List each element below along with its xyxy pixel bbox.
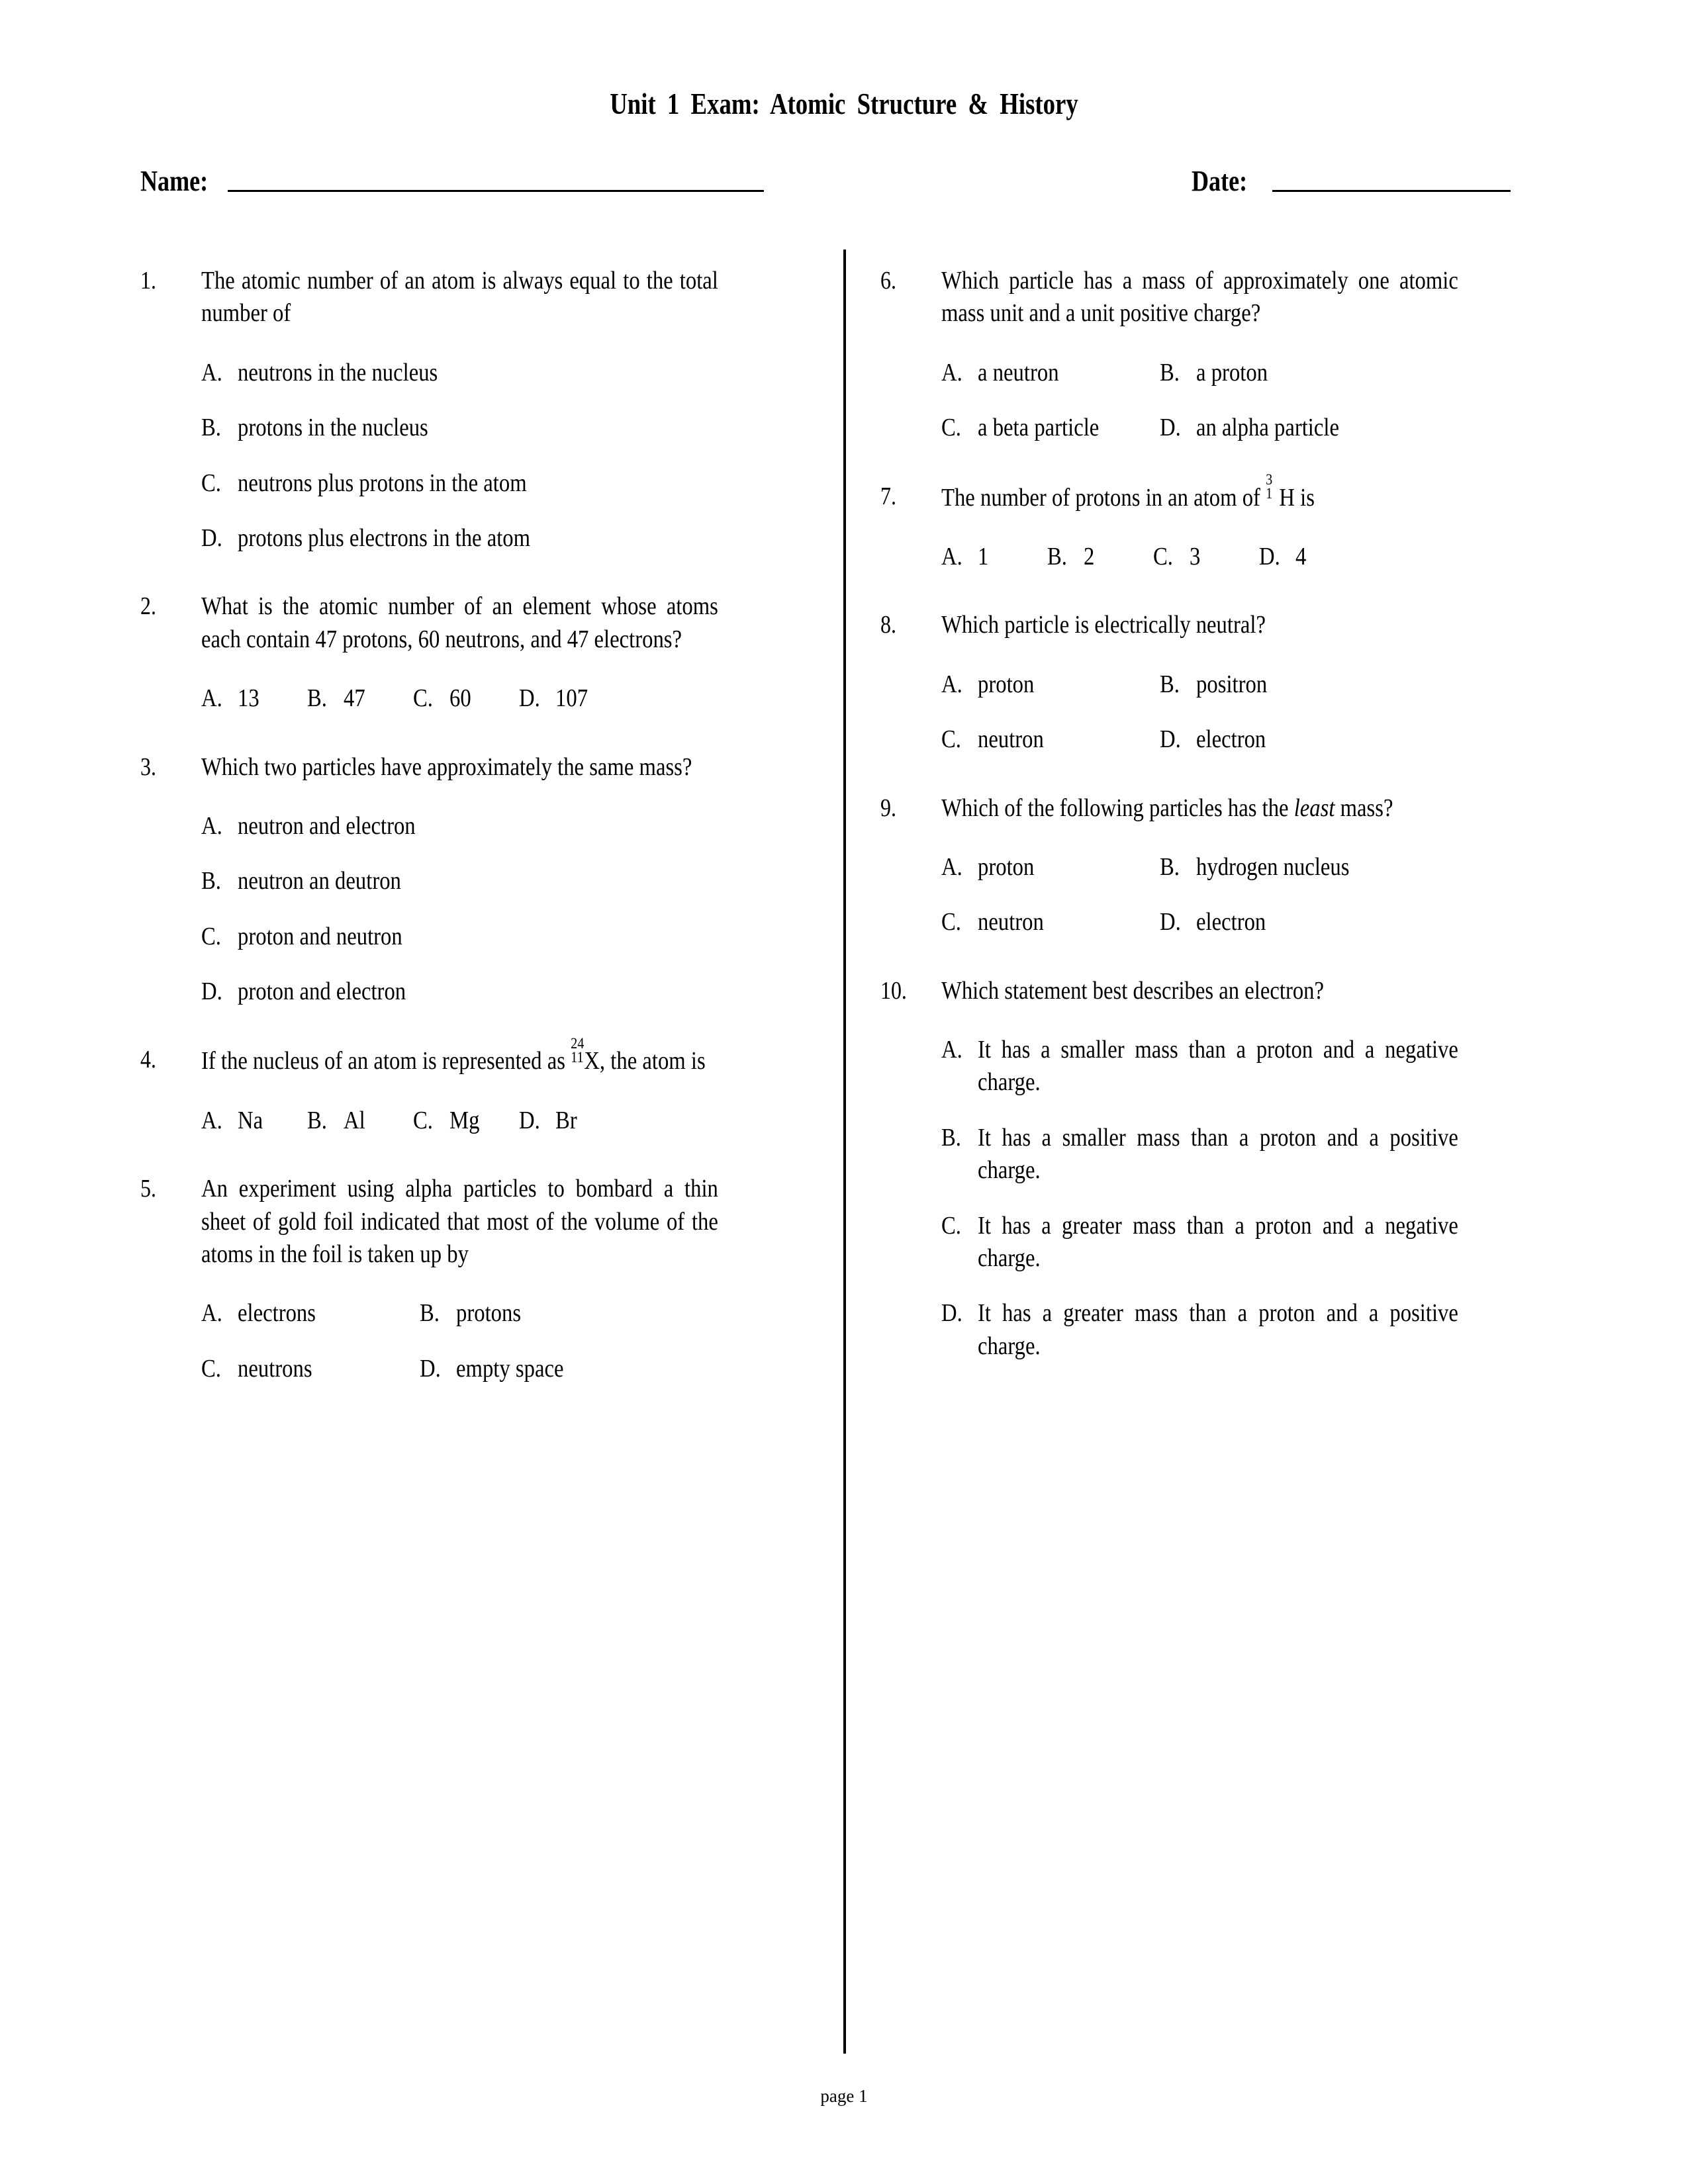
option-row (941, 668, 1542, 701)
answer-option-b[interactable] (941, 1122, 1458, 1187)
question-text: If the nucleus of an atom is represented as 24 11 X, the atom is (201, 1044, 718, 1077)
answer-option-b[interactable] (1160, 357, 1456, 389)
option-letter: C. (413, 1106, 433, 1134)
question-number: 5. (140, 1175, 156, 1203)
option-letter: D. (201, 978, 222, 1006)
question-1 (140, 265, 802, 555)
option-text: protons plus electrons in the atom (238, 523, 531, 552)
option-text: a beta particle (978, 414, 1100, 442)
question-6 (880, 265, 1542, 445)
option-text: It has a greater mass than a proton and a negative charge. (978, 1211, 1458, 1273)
student-info-row (0, 167, 1688, 213)
answer-option-c[interactable] (941, 412, 1129, 444)
answer-option-d[interactable] (420, 1353, 665, 1385)
question-number: 7. (880, 482, 896, 510)
isotope-numbers (571, 1035, 585, 1069)
answer-options (941, 1034, 1542, 1363)
question-stem (880, 609, 1542, 641)
option-row (941, 541, 1542, 573)
option-text: Br (555, 1106, 577, 1134)
name-field[interactable] (140, 167, 764, 196)
question-text: The number of protons in an atom of 3 1 H is (941, 480, 1458, 514)
answer-options (201, 810, 802, 1009)
option-text: neutrons plus protons in the atom (238, 469, 527, 497)
option-text: 60 (449, 684, 471, 713)
option-letter: C. (201, 469, 221, 497)
date-label: Date: (1192, 165, 1248, 197)
option-letter: C. (941, 1211, 961, 1240)
option-row (201, 1353, 802, 1385)
option-text: neutron (978, 725, 1044, 754)
option-text: hydrogen nucleus (1196, 852, 1350, 881)
option-row (941, 906, 1542, 938)
option-letter: D. (1259, 542, 1280, 570)
answer-option-a[interactable] (201, 1297, 389, 1330)
option-row (941, 1034, 1542, 1099)
answer-option-d[interactable] (1160, 906, 1456, 938)
option-letter: D. (1160, 725, 1181, 754)
answer-option-b[interactable] (307, 682, 399, 715)
option-letter: C. (941, 414, 961, 442)
question-text: Which statement best describes an electron? (941, 976, 1325, 1005)
option-text: Mg (449, 1106, 480, 1134)
option-letter: B. (420, 1299, 440, 1328)
answer-option-b[interactable] (420, 1297, 665, 1330)
answer-options (941, 851, 1542, 939)
answer-option-b[interactable] (201, 865, 718, 897)
name-write-line[interactable] (228, 189, 764, 192)
page-title: Unit 1 Exam: Atomic Structure & History (610, 87, 1078, 120)
question-3 (140, 751, 802, 1009)
question-number: 4. (140, 1046, 156, 1074)
option-letter: D. (1160, 414, 1181, 442)
question-number: 1. (140, 267, 156, 295)
question-stem (880, 975, 1542, 1007)
option-text: 4 (1295, 542, 1307, 570)
answer-options (941, 668, 1542, 756)
question-stem (140, 751, 802, 784)
option-text: neutron an deutron (238, 867, 401, 895)
option-text: a neutron (978, 358, 1059, 387)
option-text: Al (344, 1106, 365, 1134)
option-text: It has a smaller mass than a proton and a negative charge. (978, 1036, 1458, 1097)
option-letter: B. (307, 684, 327, 713)
option-text: protons in the nucleus (238, 414, 428, 442)
option-letter: A. (941, 1036, 962, 1064)
option-letter: B. (1160, 670, 1180, 698)
option-letter: B. (307, 1106, 327, 1134)
option-text: Na (238, 1106, 263, 1134)
column-divider (843, 250, 846, 2054)
answer-option-d[interactable] (1259, 541, 1350, 573)
option-letter: B. (1160, 852, 1180, 881)
option-text: proton (978, 852, 1035, 881)
question-number: 9. (880, 794, 896, 822)
question-stem (880, 265, 1542, 330)
question-8 (880, 609, 1542, 756)
option-row (201, 865, 802, 897)
question-9 (880, 792, 1542, 939)
option-row (941, 1210, 1542, 1275)
option-row (201, 1297, 802, 1330)
answer-option-a[interactable] (201, 357, 718, 389)
isotope-symbol: X, (584, 1047, 606, 1075)
answer-option-a[interactable] (941, 541, 1033, 573)
option-text: It has a greater mass than a proton and a positive charge. (978, 1299, 1458, 1360)
option-row (941, 723, 1542, 756)
option-row (941, 851, 1542, 884)
isotope-notation (571, 1035, 606, 1077)
option-row (201, 467, 802, 500)
option-letter: C. (413, 684, 433, 713)
answer-option-a[interactable] (201, 810, 718, 842)
emphasis-word: least (1293, 794, 1335, 822)
date-write-line[interactable] (1272, 189, 1511, 192)
question-7 (880, 471, 1542, 574)
question-text: Which of the following particles has the least mass? (941, 794, 1393, 822)
option-text: neutron (978, 908, 1044, 936)
option-letter: A. (941, 542, 962, 570)
question-text: What is the atomic number of an element whose atoms each contain 47 protons, 60 neutrons, and 47 electrons? (201, 592, 718, 653)
option-letter: A. (201, 1106, 222, 1134)
answer-options (941, 541, 1542, 573)
date-field[interactable] (1192, 167, 1511, 196)
answer-option-d[interactable] (201, 522, 718, 555)
question-text: Which two particles have approximately the same mass? (201, 752, 692, 781)
option-row (201, 976, 802, 1008)
option-letter: A. (941, 358, 962, 387)
option-letter: D. (201, 523, 222, 552)
answer-options (201, 682, 802, 715)
question-stem (880, 471, 1542, 514)
question-number: 8. (880, 611, 896, 639)
question-stem (880, 792, 1542, 825)
question-number: 2. (140, 592, 156, 621)
option-text: 1 (978, 542, 989, 570)
option-row (941, 357, 1542, 389)
option-text: electron (1196, 908, 1266, 936)
answer-option-c[interactable] (413, 682, 504, 715)
question-10 (880, 975, 1542, 1363)
answer-options (201, 1297, 802, 1385)
option-text: 3 (1190, 542, 1201, 570)
option-letter: C. (201, 1354, 221, 1383)
option-text: 47 (344, 684, 365, 713)
option-row (201, 1105, 802, 1137)
answer-option-d[interactable] (201, 976, 718, 1008)
option-text: an alpha particle (1196, 414, 1339, 442)
option-letter: D. (1160, 908, 1181, 936)
answer-option-a[interactable] (201, 682, 293, 715)
question-4 (140, 1035, 802, 1137)
option-row (201, 357, 802, 389)
option-letter: B. (1160, 358, 1180, 387)
option-letter: A. (941, 852, 962, 881)
option-letter: C. (1153, 542, 1173, 570)
question-stem (140, 1035, 802, 1077)
option-letter: C. (941, 725, 961, 754)
answer-options (941, 357, 1542, 445)
option-text: proton (978, 670, 1035, 698)
option-row (941, 1122, 1542, 1187)
isotope-atomic-number: 11 (571, 1049, 584, 1067)
option-text: electrons (238, 1299, 316, 1328)
answer-option-d[interactable] (519, 1105, 610, 1137)
option-text: 13 (238, 684, 259, 713)
option-letter: A. (941, 670, 962, 698)
option-row (201, 412, 802, 444)
question-column-left (140, 265, 802, 1421)
option-letter: C. (201, 922, 221, 950)
isotope-mass-number: 3 (1266, 471, 1273, 489)
answer-option-d[interactable] (519, 682, 610, 715)
answer-option-c[interactable] (941, 723, 1129, 756)
option-text: neutrons in the nucleus (238, 358, 438, 387)
option-row (201, 522, 802, 555)
option-letter: D. (420, 1354, 441, 1383)
option-text: empty space (456, 1354, 564, 1383)
question-text: The atomic number of an atom is always equal to the total number of (201, 267, 718, 328)
answer-option-b[interactable] (1047, 541, 1139, 573)
answer-option-c[interactable] (1153, 541, 1244, 573)
option-text: neutron and electron (238, 811, 416, 840)
option-letter: D. (941, 1299, 962, 1328)
question-column-right (880, 265, 1542, 1398)
question-text: An experiment using alpha particles to bombard a thin sheet of gold foil indicated that most of the volume of the atoms in the foil is taken up by (201, 1175, 718, 1269)
option-row (201, 682, 802, 715)
option-letter: D. (519, 684, 540, 713)
answer-option-a[interactable] (201, 1105, 293, 1137)
answer-option-c[interactable] (941, 1210, 1458, 1275)
answer-option-d[interactable] (1160, 412, 1456, 444)
option-text: proton and electron (238, 978, 406, 1006)
question-stem (140, 590, 802, 656)
option-letter: B. (1047, 542, 1067, 570)
isotope-atomic-number: 1 (1266, 485, 1273, 503)
answer-option-a[interactable] (941, 851, 1129, 884)
question-text: Which particle has a mass of approximately one atomic mass unit and a unit positive charge? (941, 267, 1458, 328)
option-letter: A. (201, 358, 222, 387)
option-letter: B. (941, 1123, 961, 1152)
question-stem (140, 1173, 802, 1271)
option-row (941, 1297, 1542, 1363)
question-text: Which particle is electrically neutral? (941, 611, 1266, 639)
option-text: a proton (1196, 358, 1268, 387)
question-5 (140, 1173, 802, 1385)
question-number: 6. (880, 267, 896, 295)
option-letter: B. (201, 414, 221, 442)
option-text: neutrons (238, 1354, 312, 1383)
option-row (941, 412, 1542, 444)
option-text: 107 (555, 684, 588, 713)
answer-option-b[interactable] (1160, 668, 1456, 701)
question-stem (140, 265, 802, 330)
answer-option-a[interactable] (941, 668, 1129, 701)
name-label: Name: (140, 165, 209, 197)
page-footer: page 1 (820, 2086, 868, 2106)
option-text: 2 (1084, 542, 1095, 570)
option-text: It has a smaller mass than a proton and a positive charge. (978, 1123, 1458, 1185)
question-2 (140, 590, 802, 715)
isotope-notation (1266, 471, 1295, 514)
question-number: 10. (880, 976, 907, 1005)
answer-option-a[interactable] (941, 357, 1129, 389)
option-text: proton and neutron (238, 922, 402, 950)
option-text: electron (1196, 725, 1266, 754)
option-letter: D. (519, 1106, 540, 1134)
isotope-symbol: H (1279, 483, 1295, 512)
option-letter: B. (201, 867, 221, 895)
option-row (201, 921, 802, 953)
answer-option-d[interactable] (1160, 723, 1456, 756)
isotope-mass-number: 24 (571, 1035, 585, 1053)
answer-options (201, 1105, 802, 1137)
answer-option-b[interactable] (201, 412, 718, 444)
isotope-numbers (1266, 471, 1279, 506)
answer-option-b[interactable] (1160, 851, 1456, 884)
option-text: positron (1196, 670, 1268, 698)
option-letter: C. (941, 908, 961, 936)
answer-option-c[interactable] (413, 1105, 504, 1137)
option-letter: A. (201, 684, 222, 713)
option-text: protons (456, 1299, 522, 1328)
answer-option-b[interactable] (307, 1105, 399, 1137)
answer-option-c[interactable] (201, 921, 718, 953)
answer-option-d[interactable] (941, 1297, 1458, 1363)
answer-option-a[interactable] (941, 1034, 1458, 1099)
answer-option-c[interactable] (201, 467, 718, 500)
answer-option-c[interactable] (201, 1353, 389, 1385)
option-letter: A. (201, 811, 222, 840)
option-row (201, 810, 802, 842)
answer-options (201, 357, 802, 555)
option-letter: A. (201, 1299, 222, 1328)
question-number: 3. (140, 752, 156, 781)
answer-option-c[interactable] (941, 906, 1129, 938)
